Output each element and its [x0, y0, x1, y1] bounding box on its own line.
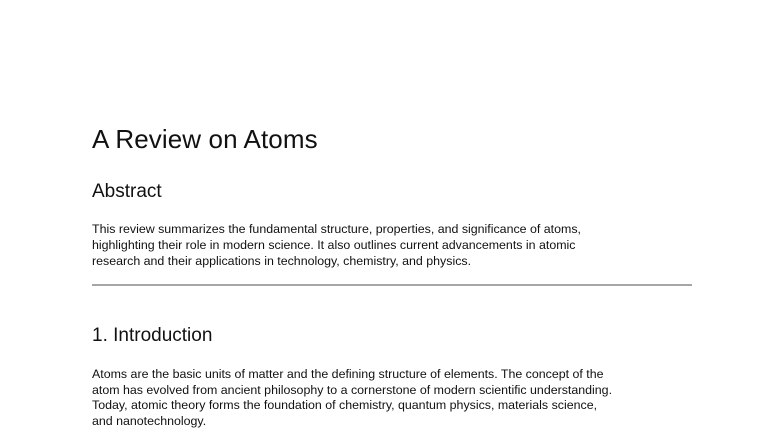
introduction-line: atom has evolved from ancient philosophy to a cornerstone of modern scientific understanding. [92, 382, 613, 397]
abstract-line: highlighting their role in modern science. It also outlines current advancements in atomic [92, 238, 576, 252]
introduction-body [92, 367, 692, 429]
introduction-line: Today, atomic theory forms the foundation of chemistry, quantum physics, materials science, [92, 398, 598, 413]
introduction-line: Atoms are the basic units of matter and the defining structure of elements. The concept of the [92, 367, 604, 381]
section-heading-introduction: 1. Introduction [92, 325, 213, 346]
abstract-heading: Abstract [92, 181, 162, 202]
introduction-line: and nanotechnology. [92, 413, 207, 428]
paper-title: A Review on Atoms [92, 124, 318, 154]
section-divider [92, 284, 692, 286]
abstract-line: research and their applications in technology, chemistry, and physics. [92, 254, 472, 268]
abstract-body [92, 221, 692, 269]
abstract-line: This review summarizes the fundamental structure, properties, and significance of atoms, [92, 222, 581, 236]
